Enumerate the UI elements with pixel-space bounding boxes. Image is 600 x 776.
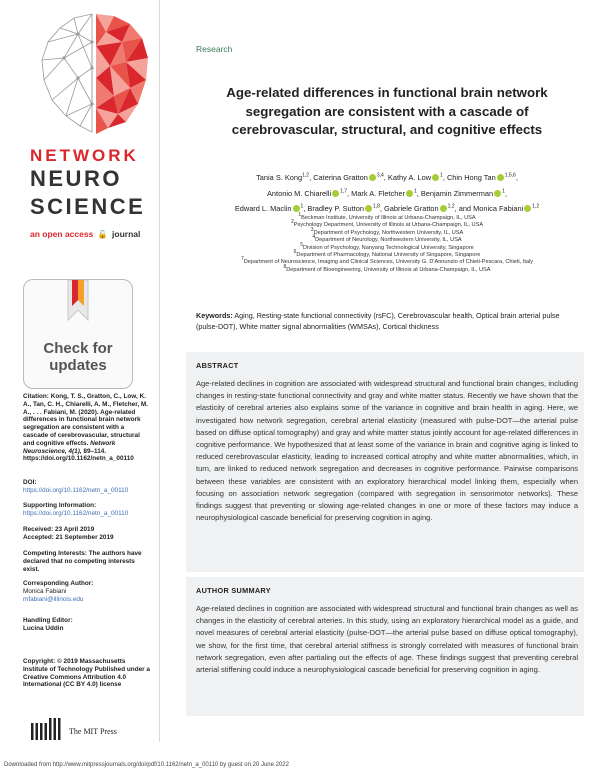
affiliation-text: Department of Bioengineering, University of Illinois at Urbana-Champaign, IL, USA <box>286 266 491 273</box>
author-name: Kathy A. Low <box>387 173 432 182</box>
orcid-icon[interactable] <box>332 190 339 197</box>
author-summary-section <box>186 577 584 716</box>
affiliation-number: 3 <box>310 226 314 233</box>
affiliation <box>196 241 578 252</box>
author-name: Edward L. Maclin <box>234 204 292 213</box>
author-name: Gabriele Gratton <box>384 204 439 213</box>
author-summary-heading: AUTHOR SUMMARY <box>196 586 271 595</box>
keywords-label: Keywords: <box>196 311 233 320</box>
accepted-date: Accepted: 21 September 2019 <box>23 533 114 541</box>
author-affiliation-number: 1,5,6 <box>504 172 516 179</box>
open-access-text: an open access <box>30 229 94 239</box>
author <box>235 204 303 213</box>
author <box>267 189 347 198</box>
orcid-icon[interactable] <box>524 205 531 212</box>
handling-editor-label: Handling Editor: <box>23 617 73 624</box>
received-date: Received: 23 April 2019 <box>23 526 95 533</box>
sidebar <box>0 0 160 776</box>
paper-title: Age-related differences in functional brain network segregation are consistent with a cascade of cerebrovascular, structural, and cognitive effects <box>226 85 548 137</box>
handling-editor-name: Lucina Uddin <box>23 624 64 632</box>
orcid-icon[interactable] <box>406 190 413 197</box>
author-name: Chin Hong Tan <box>446 173 496 182</box>
citation-journal: Network Neuroscience, 4(1), <box>23 439 116 455</box>
author-name: Tania S. Kong <box>256 173 303 182</box>
section-label: Research <box>196 44 233 54</box>
handling-editor-block <box>23 617 151 633</box>
doi-label: DOI: <box>23 479 37 486</box>
journal-name-science: SCIENCE <box>30 194 146 219</box>
affiliation-text: Division of Psychology, Nanyang Technological University, Singapore <box>303 244 474 251</box>
affiliation-text: Department of Neurology, Northwestern University, IL, USA <box>315 237 462 244</box>
affiliation-text: Beckman Institute, University of Illinois at Urbana-Champaign, IL, USA <box>301 215 476 221</box>
affiliation-number: 8 <box>283 263 287 270</box>
citation-block <box>23 393 151 463</box>
check-for-updates-badge[interactable] <box>23 279 133 389</box>
corresponding-author-email[interactable]: mfabiani@illinois.edu <box>23 595 84 603</box>
corresponding-author-block <box>23 580 151 603</box>
abstract-body: Age-related declines in cognition are associated with widespread structural and functional brain changes, including changes in resting-state functional connectivity and gray and white matter status. Recently we have shown that the elasticity of cerebral arteries also explains some of the variance in cognitive and brain health in aging. Here, we investigated how network segregation, cerebral arterial elasticity (measured with pulse-DOT—the arterial pulse based on diffuse optical tomography) and gray and white matter status jointly account for age-related differences in cognitive performance. We hypothesized that at least some of the variance in brain and cognitive aging is linked to reduced cerebrovascular elasticity, leading to increased cortical atrophy and white matter abnormalities, which, in turn, are linked to reduced network segregation and decreases in cognitive performance. Pairwise comparisons between these variables are consistent with an exploratory hierarchical model linking them, especially when focusing on association network segregation (compared with segregation in sensorimotor networks). These findings suggest that preventing or slowing age-related changes in one or more of these factors may induce a neurophysiological cascade beneficial for preserving cognition in aging. <box>196 379 578 523</box>
author-affiliation-number: 1,7 <box>340 188 348 195</box>
author-name: Monica Fabiani <box>473 204 524 213</box>
author-affiliation-number: 1,2 <box>447 203 455 210</box>
mit-press-logo <box>31 718 61 740</box>
author-name: Mark A. Fletcher <box>351 188 405 198</box>
citation-pages: 89–114. https://doi.org/10.1162/netn_a_00110 <box>23 447 134 463</box>
affiliation-number: 1 <box>298 212 302 219</box>
publisher-name: The MIT Press <box>69 727 117 736</box>
author <box>473 204 539 213</box>
supporting-info-label: Supporting Information: <box>23 502 97 509</box>
competing-interests: Competing Interests: The authors have declared that no competing interests exist. <box>23 550 142 573</box>
author-affiliation-number: 1 <box>300 203 304 210</box>
author-affiliation-number: 1 <box>502 188 505 195</box>
keywords-text: Aging, Resting-state functional connectivity (rsFC), Cerebrovascular health, Optical brain arterial pulse (pulse-DOT), White matter signal abnormalities (WMSAs), Cortical thickness <box>196 311 560 331</box>
corresponding-author-name: Monica Fabiani <box>23 587 67 595</box>
orcid-icon[interactable] <box>293 205 300 212</box>
supporting-info-link[interactable]: https://doi.org/10.1162/netn_a_00110 <box>23 509 129 517</box>
author-affiliation-number: 3,4 <box>376 172 384 179</box>
author-name: Antonio M. Chiarelli <box>267 188 332 198</box>
affiliation-text: Department of Neuroscience, Imaging and Clinical Sciences, University G. D'Annunzio of Chieti-Pescara, Chieti, Italy <box>243 259 534 266</box>
doi-link[interactable]: https://doi.org/10.1162/netn_a_00110 <box>23 486 129 494</box>
affiliation-text: Psychology Department, University of Illinois at Urbana-Champaign, IL, USA <box>293 222 484 229</box>
author-affiliation-number: 1,2 <box>532 203 540 210</box>
affiliation <box>196 219 578 229</box>
affiliation-number: 6 <box>293 249 297 256</box>
author-name: Bradley P. Sutton <box>307 204 364 213</box>
author-affiliation-number: 1 <box>413 188 417 195</box>
author-summary-body: Age-related declines in cognition are associated with widespread structural and functional brain changes as well as changes in the elasticity of cerebral arteries. In this study, using an exploratory hierarchical model as a guide, and novel measures of cerebral arterial elasticity (pulse-DOT—the arterial pulse based on diffuse optical tomography), we show, for the first time, that cerebral arterial stiffness is strongly correlated with measures of functional brain network segregation, even after partialing out the effects of age. These findings suggest that preventing cerebral arterial stiffening could induce a neurophysiological cascade beneficial for preserving cognition in aging. <box>196 604 578 675</box>
author <box>256 173 309 182</box>
author <box>388 173 443 182</box>
author-affiliation-number: 1,8 <box>372 203 380 210</box>
open-access-tag <box>30 229 140 239</box>
affiliation-text: Department of Pharmacology, National University of Singapore, Singapore <box>296 252 481 259</box>
affiliation-number: 7 <box>240 256 244 263</box>
citation-text: Kong, T. S., Gratton, C., Low, K. A., Tan, C. H., Chiarelli, A. M., Fletcher, M. A., . . . Fabiani, M. (2020). Age-related differences in functional brain network segregation are consistent with a cascade of cerebrovascular, structural and cognitive effects. <box>23 393 148 447</box>
journal-tag-text: journal <box>112 229 141 239</box>
author <box>313 173 384 182</box>
abstract-heading: ABSTRACT <box>196 361 239 370</box>
copyright-notice: Copyright: © 2019 Massachusetts Institute of Technology Published under a Creative Commons Attribution 4.0 International (CC BY 4.0) license <box>23 658 150 689</box>
affiliation <box>196 256 578 266</box>
affiliation <box>196 263 578 274</box>
citation-label: Citation: <box>23 393 49 400</box>
author <box>421 189 505 198</box>
affiliation-text: Department of Psychology, Northwestern University, IL, USA <box>313 229 464 236</box>
author <box>447 173 516 182</box>
author <box>351 189 417 198</box>
affiliation <box>196 234 578 244</box>
author-affiliation-number: 1,2 <box>302 172 310 179</box>
affiliation-number: 2 <box>290 219 294 226</box>
author-affiliation-number: 1 <box>440 172 443 179</box>
affiliation-number: 4 <box>312 234 316 241</box>
author-name: Caterina Gratton <box>313 173 368 182</box>
author-list: Tania S. Kong$^{1,2}$, Caterina Gratton $^{3,4}$, Kathy A. Low $^1$, Chin Hong Tan $^{1,5,6}$, Antonio M. Chiarelli $^{1,7}$, Mark A. Fletcher $^1$, Benjamin Zimmerman $^1$, Edward L. Maclin $^1$, Bradley P. Sutton $^{1,8}$, Gabriele Gratton $^{1,2}$, and Monica Fabiani $^{1,2}$ <box>234 172 540 213</box>
keywords <box>196 311 578 333</box>
orcid-icon[interactable] <box>365 205 372 212</box>
bookmark-ribbon-icon <box>66 280 90 322</box>
author-name: Benjamin Zimmerman <box>420 188 494 198</box>
orcid-icon[interactable] <box>497 174 504 181</box>
orcid-icon[interactable] <box>440 205 447 212</box>
dates-block <box>23 526 151 542</box>
abstract-section <box>186 352 584 572</box>
brain-network-logo <box>34 8 154 140</box>
journal-name-neuro: NEURO <box>30 166 122 191</box>
affiliation-number: 5 <box>300 241 304 248</box>
doi-block <box>23 479 151 495</box>
author <box>307 204 380 213</box>
orcid-icon[interactable] <box>494 190 501 197</box>
check-for-updates-label: Check for updates <box>43 340 113 374</box>
orcid-icon[interactable] <box>432 174 439 181</box>
sidebar-divider <box>159 0 160 742</box>
orcid-icon[interactable] <box>369 174 376 181</box>
corresponding-author-label: Corresponding Author: <box>23 580 94 587</box>
supporting-info-block <box>23 502 151 518</box>
affiliation-list <box>196 212 578 274</box>
journal-name-network: NETWORK <box>30 146 139 165</box>
download-footer: Downloaded from http://www.mitpressjournals.org/doi/pdf/10.1162/netn_a_00110 by guest on 20 June 2022 <box>4 762 289 768</box>
unlock-icon: 🔓 <box>97 230 108 239</box>
author <box>384 204 455 213</box>
